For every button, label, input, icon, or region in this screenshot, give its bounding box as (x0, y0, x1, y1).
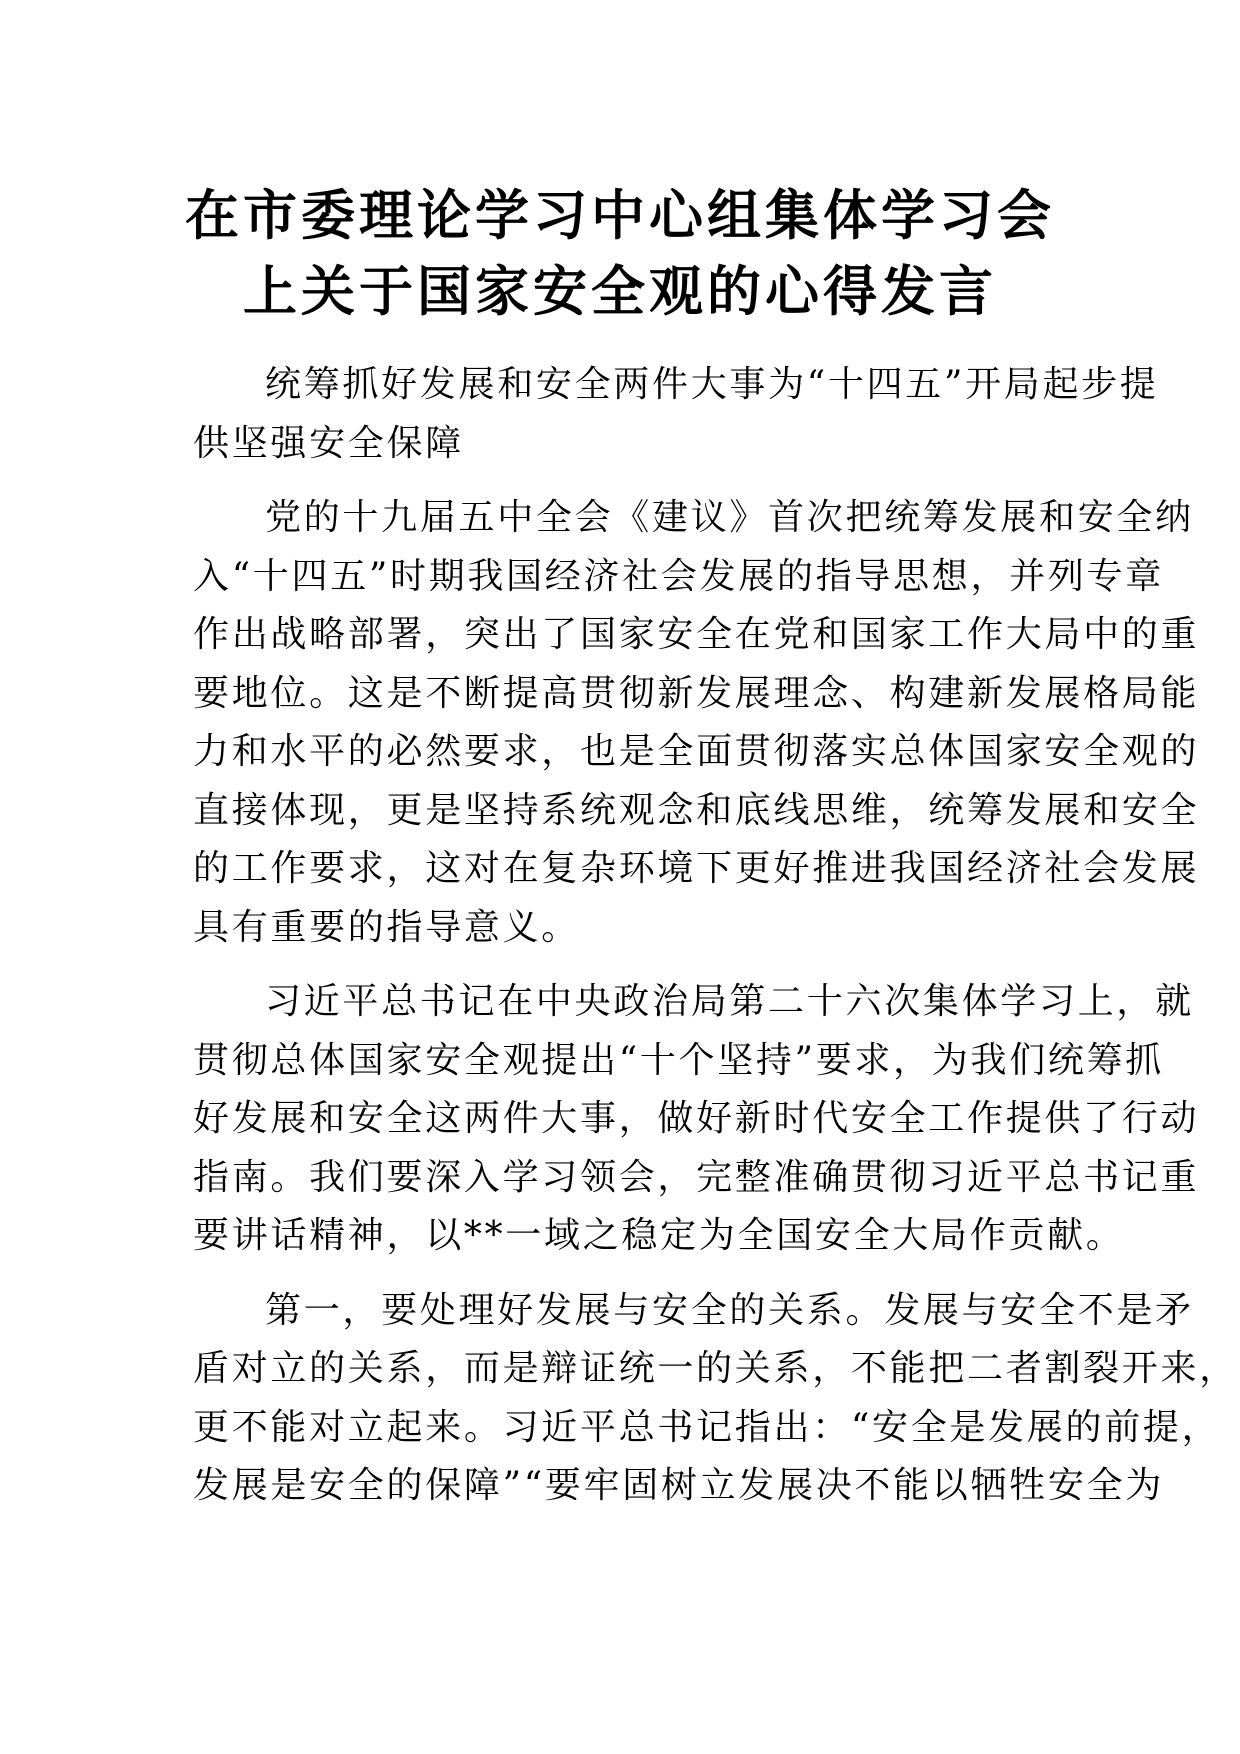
paragraph-line: 好发展和安全这两件大事，做好新时代安全工作提供了行动 (193, 1098, 1200, 1139)
paragraph-line: 力和水平的必然要求，也是全面贯彻落实总体国家安全观的 (193, 731, 1200, 772)
paragraph-1 (193, 489, 1200, 957)
document-body (193, 356, 1238, 1516)
title-line: 上关于国家安全观的心得发言 (243, 260, 997, 323)
title-line: 在市委理论学习中心组集体学习会 (185, 184, 1055, 247)
paragraph-line: 发展是安全的保障”“要牢固树立发展决不能以牺牲安全为 (193, 1465, 1165, 1506)
subtitle-line: 供坚强安全保障 (193, 422, 464, 464)
paragraph-line: 直接体现，更是坚持系统观念和底线思维，统筹发展和安全 (193, 789, 1200, 831)
paragraph-line: 党的十九届五中全会《建议》首次把统筹发展和安全纳 (265, 497, 1194, 538)
paragraph-line: 入“十四五”时期我国经济社会发展的指导思想，并列专章 (193, 555, 1165, 597)
paragraph-line: 更不能对立起来。习近平总书记指出：“安全是发展的前提， (193, 1406, 1221, 1448)
subtitle (193, 356, 1159, 473)
paragraph-line: 要讲话精神，以**一域之稳定为全国安全大局作贡献。 (193, 1215, 1125, 1256)
subtitle-line: 统筹抓好发展和安全两件大事为“十四五”开局起步提 (265, 364, 1159, 405)
paragraph-line: 盾对立的关系，而是辩证统一的关系，不能把二者割裂开来， (193, 1348, 1238, 1389)
paragraph-line: 作出战略部署，突出了国家安全在党和国家工作大局中的重 (193, 614, 1200, 655)
paragraph-line: 具有重要的指导意义。 (193, 906, 581, 948)
paragraph-line: 指南。我们要深入学习领会，完整准确贯彻习近平总书记重 (193, 1156, 1200, 1198)
paragraph-line: 贯彻总体国家安全观提出“十个坚持”要求，为我们统筹抓 (193, 1039, 1165, 1081)
paragraph-3 (193, 1282, 1238, 1516)
paragraph-line: 第一，要处理好发展与安全的关系。发展与安全不是矛 (265, 1289, 1194, 1331)
paragraph-line: 要地位。这是不断提高贯彻新发展理念、构建新发展格局能 (193, 672, 1200, 714)
paragraph-line: 的工作要求，这对在复杂环境下更好推进我国经济社会发展 (193, 848, 1200, 889)
document-title (150, 178, 1090, 330)
paragraph-line: 习近平总书记在中央政治局第二十六次集体学习上，就 (265, 981, 1194, 1022)
paragraph-2 (193, 973, 1200, 1266)
